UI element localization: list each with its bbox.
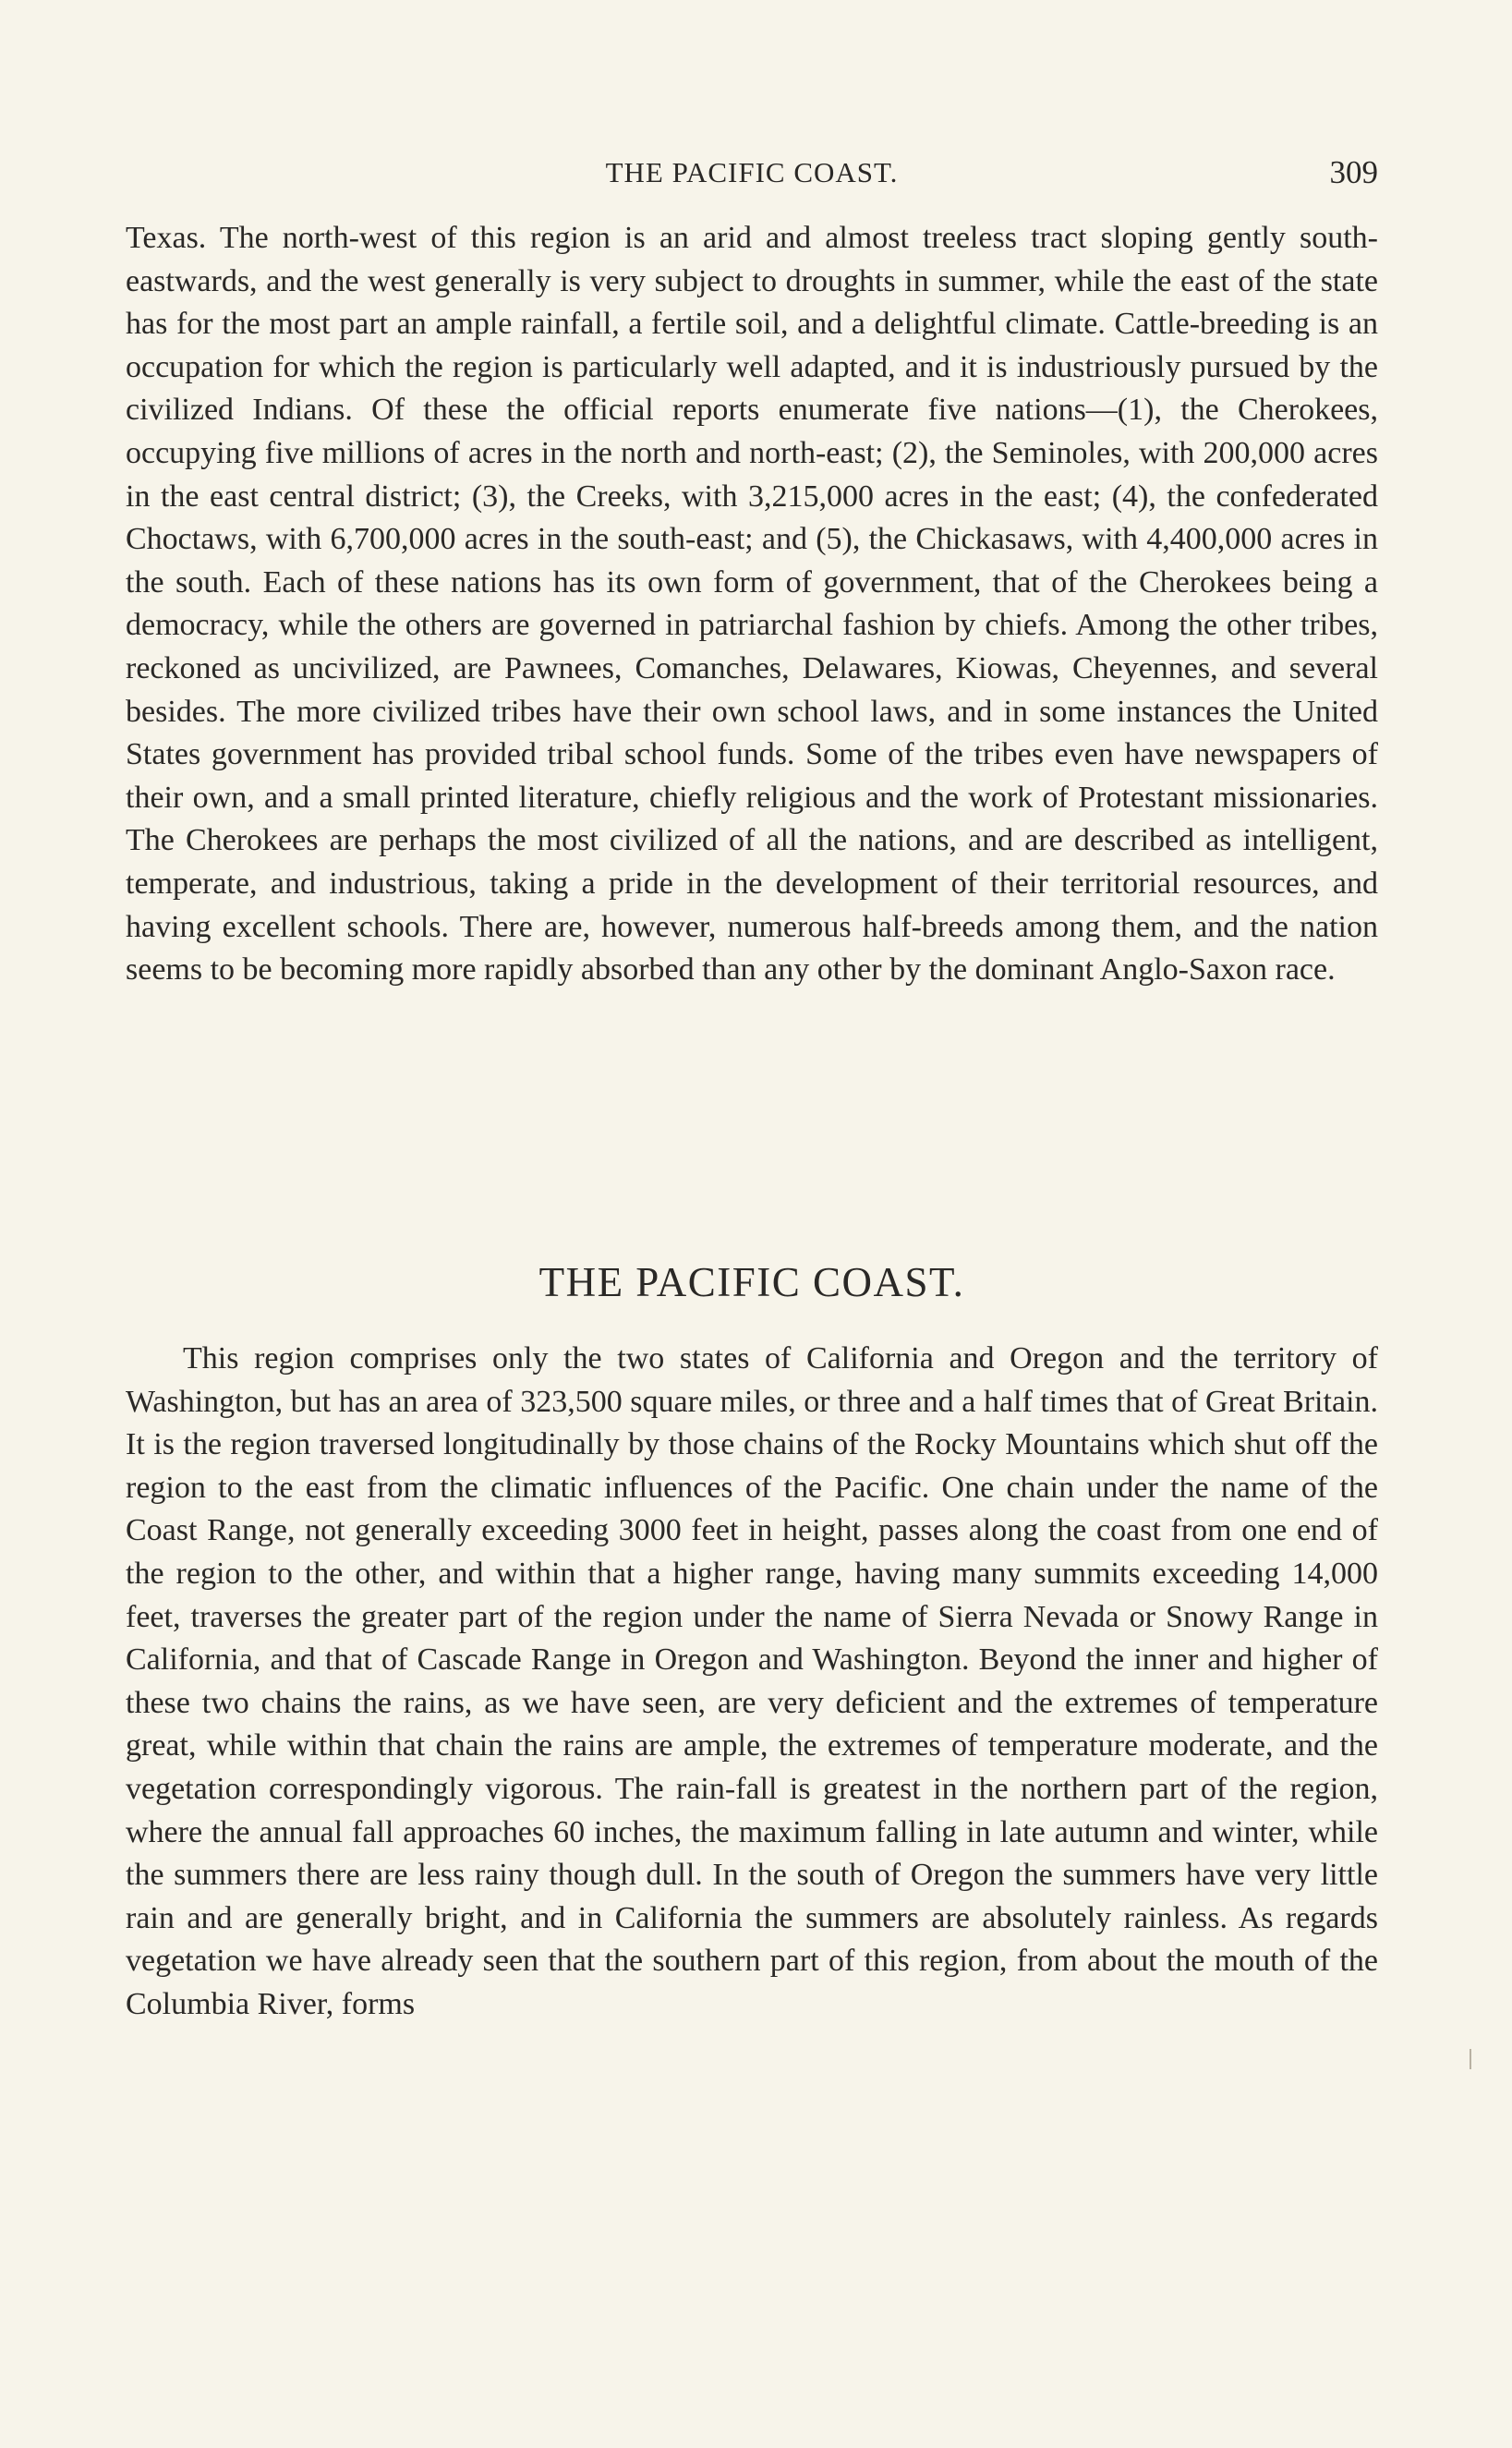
body-text-pacific-coast [126, 1338, 1378, 2027]
section-heading: THE PACIFIC COAST. [538, 1259, 965, 1305]
running-title: THE PACIFIC COAST. [605, 156, 899, 188]
paragraph-pacific-coast: This region comprises only the two states of California and Oregon and the territory of Washington, but has an area of 323,500 square miles, or three and a half times that of Great Britain. It is the region traversed longitudinally by those chains of the Rocky Mountains which shut off the region to the east from the climatic influences of the Pacific. One chain under the name of the Coast Range, not generally exceeding 3000 feet in height, passes along the coast from one end of the region to the other, and within that a higher range, having many summits exceeding 14,000 feet, traverses the greater part of the region under the name of Sierra Nevada or Snowy Range in California, and that of Cascade Range in Oregon and Washington. Beyond the inner and higher of these two chains the rains, as we have seen, are very deficient and the extremes of temperature great, while within that chain the rains are ample, the extremes of temperature moderate, and the vegetation correspondingly vigorous. The rain-fall is greatest in the northern part of the region, where the annual fall approaches 60 inches, the maximum falling in late autumn and winter, while the summers there are less rainy though dull. In the south of Oregon the summers have very little rain and are generally bright, and in California the summers are absolutely rainless. As regards vegetation we have already seen that the southern part of this region, from about the mouth of the Columbia River, forms [126, 1341, 1378, 2021]
page-number: 309 [1329, 154, 1378, 190]
running-head [126, 150, 1378, 196]
paragraph-indian-territory: Texas. The north-west of this region is an arid and almost treeless tract sloping gently south-eastwards, and the west generally is very subject to droughts in summer, while the east of the state has for the most part an ample rainfall, a fertile soil, and a delightful climate. Cattle-breeding is an occupation for which the region is particularly well adapted, and it is industriously pursued by the civilized Indians. Of these the official reports enumerate five nations—(1), the Cherokees, occupying five millions of acres in the north and north-east; (2), the Seminoles, with 200,000 acres in the east central district; (3), the Creeks, with 3,215,000 acres in the east; (4), the confederated Choctaws, with 6,700,000 acres in the south-east; and (5), the Chickasaws, with 4,400,000 acres in the south. Each of these nations has its own form of government, that of the Cherokees being a democracy, while the others are governed in patriarchal fashion by chiefs. Among the other tribes, reckoned as uncivilized, are Pawnees, Comanches, Delawares, Kiowas, Cheyennes, and several besides. The more civilized tribes have their own school laws, and in some instances the United States government has provided tribal school funds. Some of the tribes even have newspapers of their own, and a small printed literature, chiefly religious and the work of Protestant missionaries. The Cherokees are perhaps the most civilized of all the nations, and are described as intelligent, temperate, and industrious, taking a pride in the development of their territorial resources, and having excellent schools. There are, however, numerous half-breeds among them, and the nation seems to be becoming more rapidly absorbed than any other by the dominant Anglo-Saxon race. [126, 221, 1378, 988]
margin-mark [1470, 2049, 1471, 2069]
body-text-continued [126, 217, 1378, 992]
